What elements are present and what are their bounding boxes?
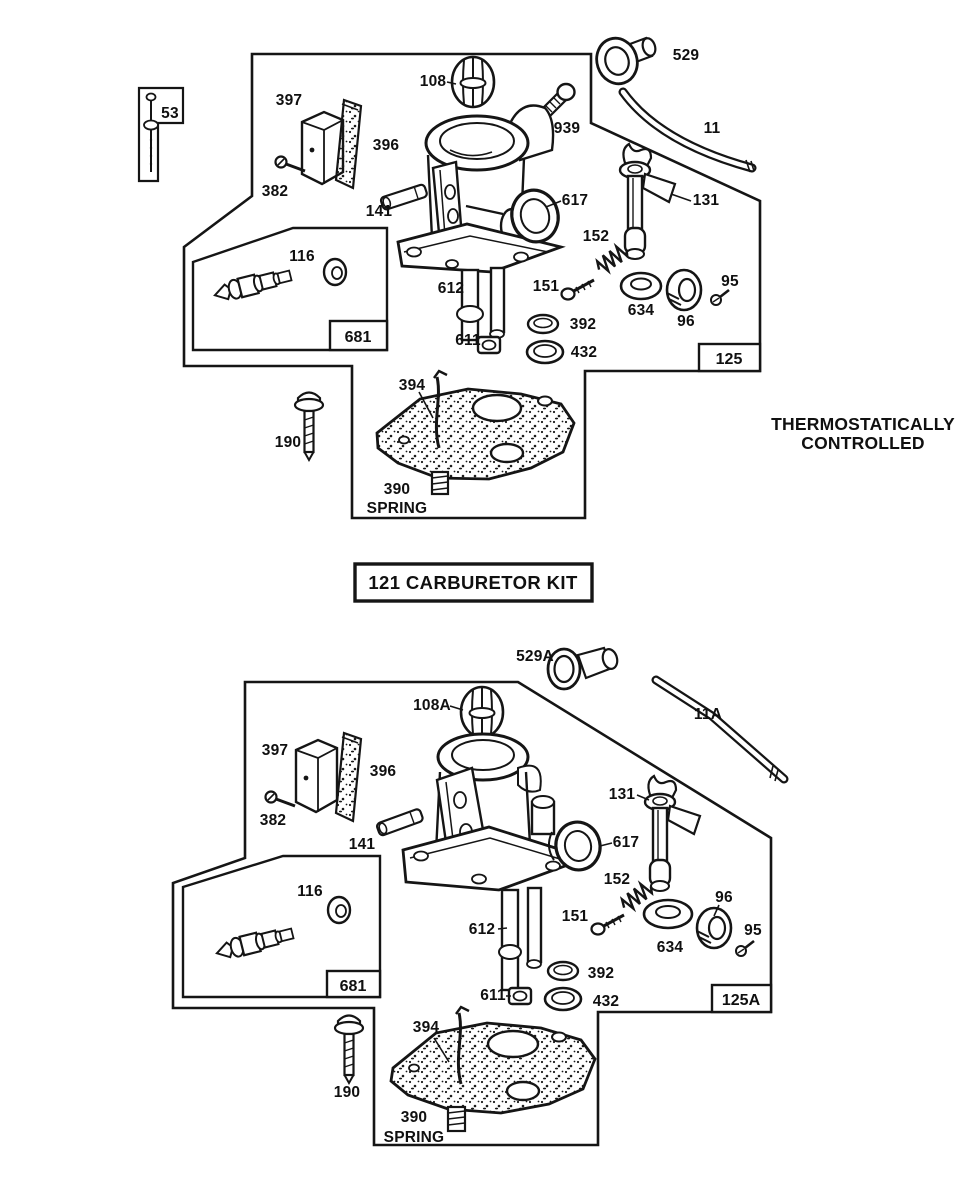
part-392a-drawing xyxy=(548,962,578,980)
part-382a-drawing xyxy=(266,792,296,807)
part-396-label: 396 xyxy=(372,137,400,154)
part-397a-drawing xyxy=(296,740,337,812)
part-11-label: 11 xyxy=(703,120,721,137)
part-151-label: 151 xyxy=(532,278,560,295)
part-392-label: 392 xyxy=(569,316,597,333)
top-diagram xyxy=(139,33,760,518)
part-611-label: 611 xyxy=(455,332,481,349)
part-152-label: 152 xyxy=(582,228,610,245)
part-617-label: 617 xyxy=(561,192,589,209)
part-95-label: 95 xyxy=(721,273,739,290)
part-95a-drawing xyxy=(736,941,754,956)
part-396-drawing xyxy=(336,100,361,188)
part-131-label: 131 xyxy=(692,192,720,209)
group-125a-label: 125A xyxy=(721,992,761,1009)
part-397-label: 397 xyxy=(275,92,303,109)
kit-title-box xyxy=(355,564,592,601)
group-681a-label: 681 xyxy=(339,978,367,995)
part-116-ring-drawing xyxy=(324,259,346,285)
part-53-label: 53 xyxy=(161,105,179,122)
part-95-drawing xyxy=(711,290,729,305)
part-397a-label: 397 xyxy=(261,742,289,759)
part-151-drawing xyxy=(562,280,595,300)
part-634a-label: 634 xyxy=(656,939,684,956)
part-392a-label: 392 xyxy=(587,965,615,982)
part-131-drawing xyxy=(620,144,675,259)
part-11a-drawing xyxy=(656,680,784,781)
part-108-label: 108 xyxy=(419,73,447,90)
part-634-drawing xyxy=(621,273,661,299)
part-529-label: 529 xyxy=(672,47,700,64)
part-612-label: 612 xyxy=(437,280,465,297)
part-394a-label: 394 xyxy=(412,1019,440,1036)
part-96-drawing xyxy=(667,270,701,310)
bottom-diagram xyxy=(173,648,784,1146)
part-131a-drawing xyxy=(645,776,700,891)
part-141-label: 141 xyxy=(365,203,393,220)
part-190a-label: 190 xyxy=(333,1084,361,1101)
part-611-drawing xyxy=(478,337,500,353)
part-396a-drawing xyxy=(336,733,361,821)
group-681-label: 681 xyxy=(344,329,372,346)
part-95a-label: 95 xyxy=(744,922,762,939)
part-432-drawing xyxy=(527,341,563,363)
part-53-drawing xyxy=(144,94,158,173)
part-96-label: 96 xyxy=(677,313,695,330)
part-529a-label: 529A xyxy=(516,648,554,665)
part-382-drawing xyxy=(276,157,306,172)
part-382a-label: 382 xyxy=(259,812,287,829)
kit-title-label: 121 CARBURETOR KIT xyxy=(368,572,578,593)
part-116-label: 116 xyxy=(289,248,315,265)
part-432a-drawing xyxy=(545,988,581,1010)
part-190a-drawing xyxy=(335,1016,363,1084)
part-611a-label: 611 xyxy=(480,987,506,1004)
part-108a-label: 108A xyxy=(413,697,451,714)
top-53-box xyxy=(139,88,183,181)
part-390-drawing xyxy=(377,389,574,494)
part-394-label: 394 xyxy=(398,377,426,394)
part-634a-drawing xyxy=(644,900,692,928)
part-116-drawing xyxy=(212,266,292,303)
part-617a-label: 617 xyxy=(612,834,640,851)
part-939-label: 939 xyxy=(553,120,581,137)
thermostatic-annotation-line2: CONTROLLED xyxy=(801,433,925,453)
part-390a-label: 390 xyxy=(400,1109,428,1126)
part-611a-drawing xyxy=(509,988,531,1004)
part-432-label: 432 xyxy=(570,344,598,361)
part-190-label: 190 xyxy=(274,434,302,451)
part-392-drawing xyxy=(528,315,558,333)
part-116a-ring-drawing xyxy=(328,897,350,923)
part-390-label: 390 xyxy=(383,481,411,498)
group-125-label: 125 xyxy=(715,351,743,368)
part-529-drawing xyxy=(591,33,658,89)
part-382-label: 382 xyxy=(261,183,289,200)
part-151a-label: 151 xyxy=(561,908,589,925)
part-634-label: 634 xyxy=(627,302,655,319)
part-141a-label: 141 xyxy=(348,836,376,853)
spring-a-caption: SPRING xyxy=(383,1129,445,1146)
part-432a-label: 432 xyxy=(592,993,620,1010)
spring-caption: SPRING xyxy=(366,500,428,517)
thermostatic-annotation xyxy=(771,414,955,453)
part-108-drawing xyxy=(452,57,494,107)
part-152a-label: 152 xyxy=(603,871,631,888)
part-96a-label: 96 xyxy=(715,889,733,906)
part-116a-label: 116 xyxy=(297,883,323,900)
part-131a-label: 131 xyxy=(608,786,636,803)
part-529a-drawing xyxy=(548,648,619,689)
part-612a-label: 612 xyxy=(468,921,496,938)
thermostatic-annotation-line1: THERMOSTATICALLY xyxy=(771,414,955,434)
part-11a-label: 11A xyxy=(693,706,723,723)
part-96a-drawing xyxy=(697,908,731,948)
part-116a-drawing xyxy=(214,924,294,961)
part-151a-drawing xyxy=(592,915,625,935)
part-396a-label: 396 xyxy=(369,763,397,780)
part-141a-drawing xyxy=(376,808,424,836)
